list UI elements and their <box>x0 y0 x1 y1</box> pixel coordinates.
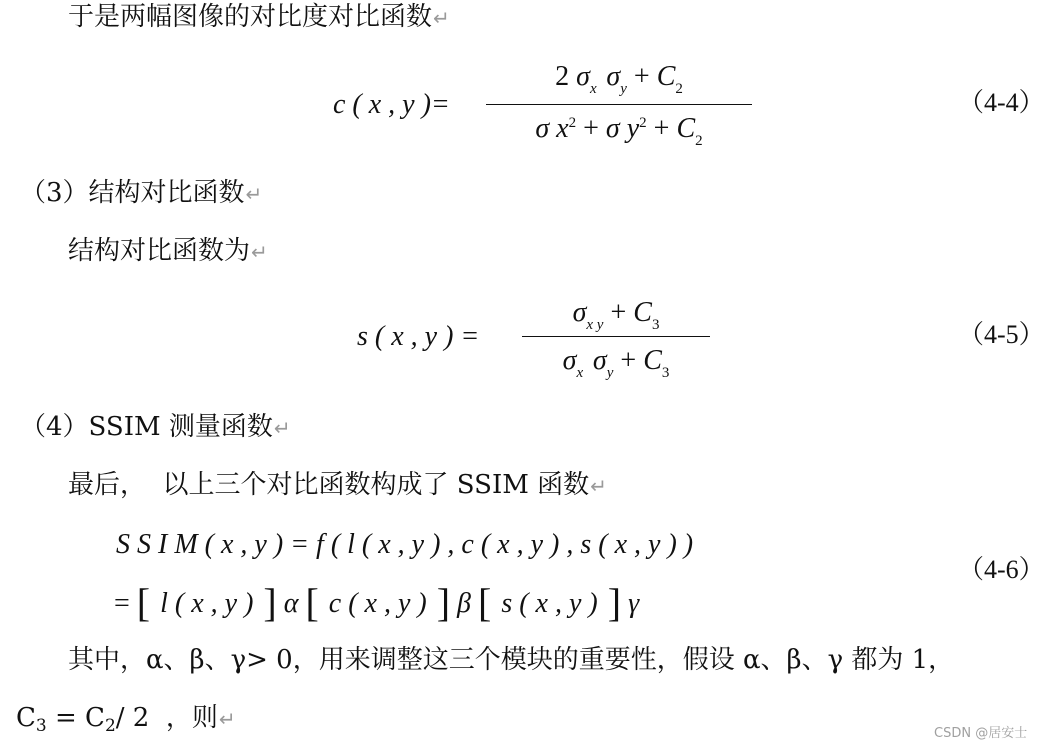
text-line-7: C3 = C2/ 2 ，则↵ <box>16 703 236 736</box>
text-line-1 <box>68 2 450 33</box>
equation-4-6-row-1-text: S S I M ( x , y ) = f ( l ( x , y ) , c ( x , y ) , s ( x , y ) ) <box>116 529 694 560</box>
equation-4-4-lhs-text: c ( x , y )= <box>333 89 450 120</box>
text-line-5 <box>68 470 607 501</box>
equation-4-4-numerator: 2 $\sigma_x$ $\sigma_y + C_2$ <box>555 61 683 97</box>
text-line-2-content: （3）结构对比函数 <box>20 178 245 208</box>
text-line-5-content: 最后， 以上三个对比函数构成了 SSIM 函数 <box>68 470 590 500</box>
text-line-4-content: （4）SSIM 测量函数 <box>20 412 273 442</box>
paragraph-mark-icon: ↵ <box>273 416 291 440</box>
equation-4-5-denominator: $\sigma_x$ $\sigma_y + C_3$ <box>562 345 670 381</box>
equation-4-4-lhs <box>333 90 450 120</box>
paragraph-mark-icon: ↵ <box>218 707 236 731</box>
equation-4-5-fraction <box>522 294 710 388</box>
equation-4-5-lhs-text: s ( x , y ) = <box>357 321 480 352</box>
text-line-6 <box>68 645 954 675</box>
text-line-4 <box>20 412 291 443</box>
text-line-2 <box>20 178 262 209</box>
equation-4-4-denominator: σ $x^2 + \sigma$ $y^2 + C_2$ <box>535 113 703 149</box>
paragraph-mark-icon: ↵ <box>590 474 607 498</box>
text-line-1-content: 于是两幅图像的对比度对比函数 <box>68 2 433 32</box>
equation-4-6-row-1 <box>116 530 693 560</box>
equation-number-4-5: （4-5） <box>958 320 1045 349</box>
equation-4-4-fraction-bar <box>486 104 752 105</box>
paragraph-mark-icon: ↵ <box>245 182 263 206</box>
equation-4-5-fraction-bar <box>522 336 710 337</box>
csdn-watermark: CSDN @居安士 <box>934 726 1028 741</box>
text-line-3-content: 结构对比函数为 <box>68 236 251 266</box>
paragraph-mark-icon: ↵ <box>433 6 450 30</box>
equation-4-5-numerator: $\sigma_{x y} + C_3$ <box>572 297 660 333</box>
equation-number-4-6: （4-6） <box>958 555 1045 584</box>
paragraph-mark-icon: ↵ <box>251 240 268 264</box>
text-line-6-content: 其中，α、β、γ> 0，用来调整这三个模块的重要性，假设 α、β、γ 都为 1， <box>68 645 955 675</box>
equation-number-4-4: （4-4） <box>958 88 1045 117</box>
equation-4-6-row-2: = [ l ( x , y ) ] α [ c ( x , y ) ] β [ s ( x , y ) ] γ <box>114 580 640 625</box>
text-line-3 <box>68 236 268 267</box>
equation-4-4-fraction <box>486 58 752 152</box>
equation-4-5-lhs <box>357 322 479 352</box>
